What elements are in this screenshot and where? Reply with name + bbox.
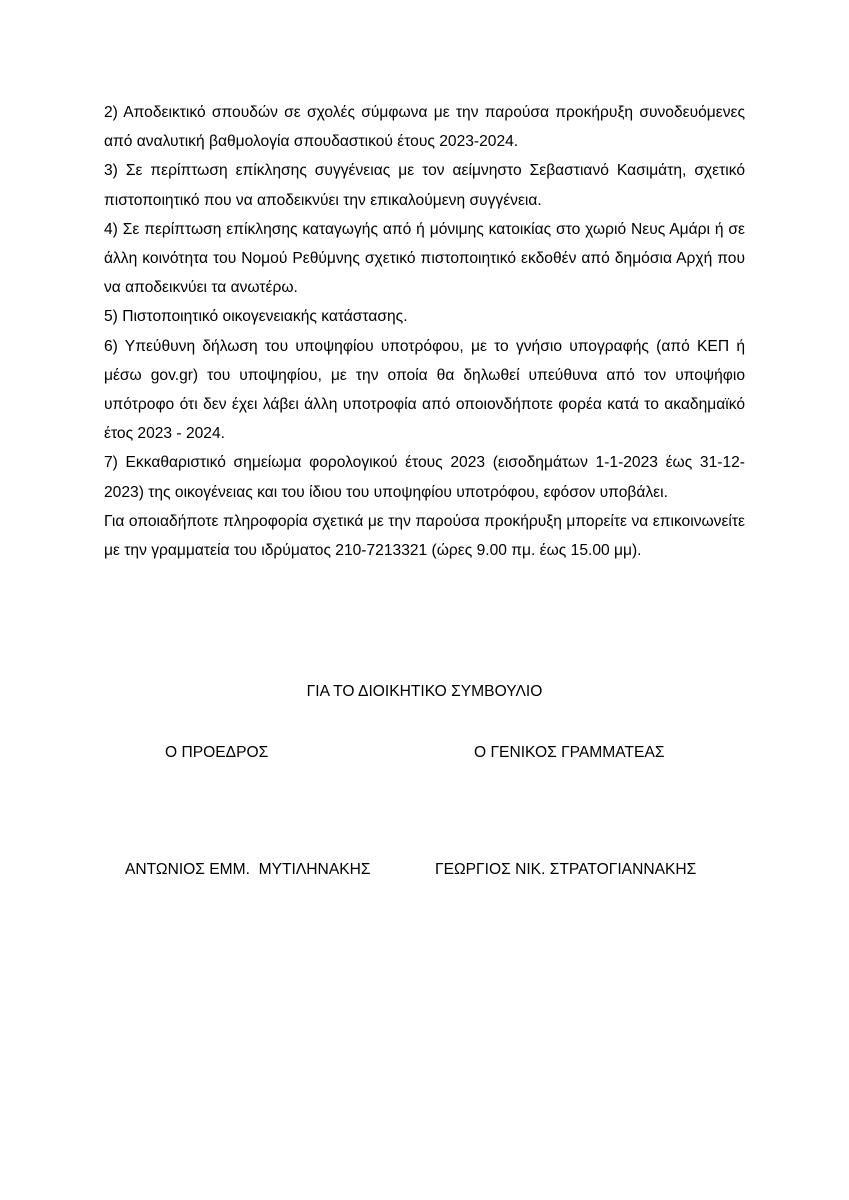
board-title: ΓΙΑ ΤΟ ΔΙΟΙΚΗΤΙΚΟ ΣΥΜΒΟΥΛΙΟ	[306, 683, 543, 700]
paragraph-item-3: 3) Σε περίπτωση επίκλησης συγγένειας με τον αείμνηστο Σεβαστιανό Κασιμάτη, σχετικό πιστοποιητικό που να αποδεικνύει την επικαλούμενη συγγένεια.	[104, 162, 745, 209]
secretary-name: ΓΕΩΡΓΙΟΣ ΝΙΚ. ΣΤΡΑΤΟΓΙΑΝΝΑΚΗΣ	[435, 861, 697, 878]
paragraph-item-2: 2) Αποδεικτικό σπουδών σε σχολές σύμφωνα με την παρούσα προκήρυξη συνοδευόμενες από αναλυτική βαθμολογία σπουδαστικού έτους 2023-2024.	[104, 104, 745, 151]
president-name: ΑΝΤΩΝΙΟΣ ΕΜΜ. ΜΥΤΙΛΗΝΑΚΗΣ	[125, 861, 371, 878]
paragraph-item-6: 6) Υπεύθυνη δήλωση του υποψηφίου υποτρόφου, με το γνήσιο υπογραφής (από ΚΕΠ ή μέσω gov.gr) του υποψηφίου, με την οποία θα δηλωθεί υπεύθυνα από τον υποψήφιο υπότροφο ότι δεν έχει λάβει άλλη υποτροφία από οποιονδήποτε φορέα κατά το ακαδημαϊκό έτος 2023 - 2024.	[104, 337, 745, 443]
contact-paragraph: Για οποιαδήποτε πληροφορία σχετικά με την παρούσα προκήρυξη μπορείτε να επικοινωνείτε με την γραμματεία του ιδρύματος 210-7213321 (ώρες 9.00 πμ. έως 15.00 μμ).	[104, 512, 745, 560]
document-body	[104, 98, 745, 565]
secretary-role: Ο ΓΕΝΙΚΟΣ ΓΡΑΜΜΑΤΕΑΣ	[474, 744, 665, 761]
paragraph-item-7: 7) Εκκαθαριστικό σημείωμα φορολογικού έτους 2023 (εισοδημάτων 1-1-2023 έως 31-12-2023) της οικογένειας και του ίδιου του υποψηφίου υποτρόφου, εφόσον υποβάλει.	[104, 454, 745, 501]
paragraph-item-4: 4) Σε περίπτωση επίκλησης καταγωγής από ή μόνιμης κατοικίας στο χωριό Νευς Αμάρι ή σε άλλη κοινότητα του Νομού Ρεθύμνης σχετικό πιστοποιητικό εκδοθέν από δημόσια Αρχή που να αποδεικνύει τα ανωτέρω.	[104, 220, 745, 297]
president-role: Ο ΠΡΟΕΔΡΟΣ	[165, 744, 269, 761]
paragraph-item-5: 5) Πιστοποιητικό οικογενειακής κατάστασης.	[104, 308, 408, 326]
